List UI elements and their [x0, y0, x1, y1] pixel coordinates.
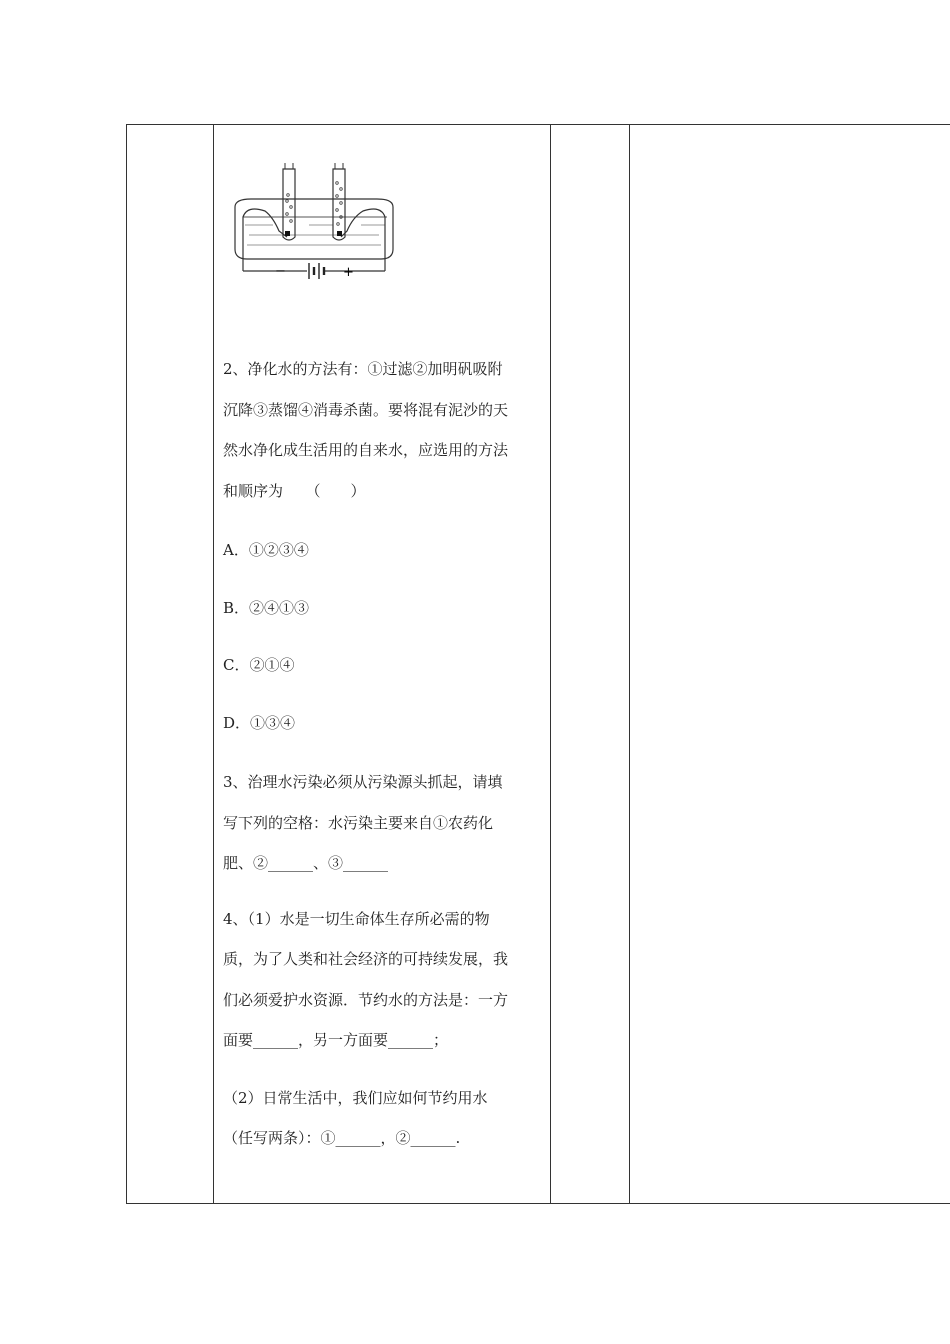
table-cell-questions: [214, 125, 551, 1204]
worksheet-table: [126, 124, 950, 1204]
option-b: B．②④①③: [223, 598, 310, 617]
question-2-line: 然水净化成生活用的自来水，应选用的方法: [223, 441, 509, 459]
table-cell-empty-3: [551, 125, 630, 1204]
question-3-line: 3、治理水污染必须从污染源头抓起，请填: [223, 773, 503, 791]
table-row: [127, 125, 950, 1204]
question-3-line: 写下列的空格：水污染主要来自①农药化: [223, 813, 494, 832]
question-3: [223, 762, 540, 884]
question-4-line: 们必须爱护水资源．节约水的方法是：一方: [223, 990, 509, 1009]
question-4-line: （2）日常生活中，我们应如何节约用水: [223, 1088, 488, 1107]
question-4-part-2: [223, 1078, 540, 1159]
question-2-line: 和顺序为 （ ）: [223, 481, 366, 500]
question-4-line: 质，为了人类和社会经济的可持续发展，我: [223, 950, 509, 968]
table-cell-empty-4: [630, 125, 950, 1204]
option-a: A．①②③④: [223, 541, 309, 559]
question-3-line: 肥、②______、③______: [223, 854, 389, 872]
question-2-line: 沉降③蒸馏④消毒杀菌。要将混有泥沙的天: [223, 400, 509, 419]
question-2-line: 2、净化水的方法有：①过滤②加明矾吸附: [223, 360, 503, 378]
table-cell-empty-1: [127, 125, 214, 1204]
option-c: C．②①④: [223, 656, 295, 674]
question-4-part-1: [223, 899, 540, 1061]
positive-terminal-label: +: [343, 265, 354, 280]
electrolysis-apparatus-diagram: [229, 159, 399, 309]
option-d: D．①③④: [223, 713, 296, 732]
negative-terminal-label: −: [275, 264, 286, 279]
question-4-line: 面要______，另一方面要______；: [223, 1031, 449, 1049]
question-2: [223, 349, 540, 511]
question-4-line: 4、（1）水是一切生命体生存所必需的物: [223, 909, 490, 928]
question-4-line: （任写两条）：①______，②______.: [223, 1129, 461, 1147]
questions-content: [214, 125, 550, 1159]
